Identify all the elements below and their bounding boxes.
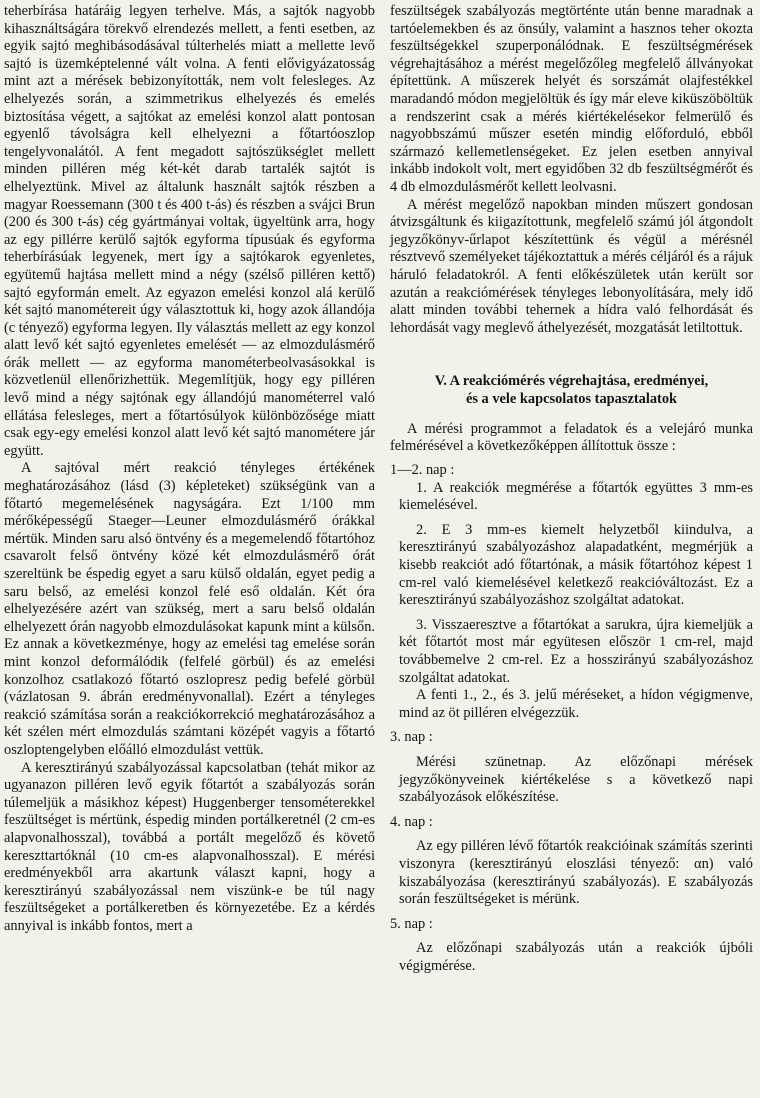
day-label: 3. nap : bbox=[390, 729, 433, 746]
program-item: A fenti 1., 2., és 3. jelű méréseket, a hídon végigmenve, mind az öt pilléren elvégezzük. bbox=[399, 687, 753, 721]
program-item: 3. Visszaeresztve a főtartókat a sarukra, újra kiemeljük a két főtartót most már együtesen először 1 cm-rel, majd továbbemelve 2 cm-rel. Ez a hosszirányú szabályozáshoz szolgáltat adatokat. bbox=[399, 616, 753, 686]
day-label: 4. nap : bbox=[390, 813, 433, 830]
program-item: Az előzőnapi szabályozás után a reakciók újbóli végigmérése. bbox=[399, 940, 753, 974]
section-heading-line: és a vele kapcsolatos tapasztalatok bbox=[465, 391, 678, 408]
program-item: Mérési szünetnap. Az előzőnapi mérések jegyzőkönyveinek kiértékelése s a következő napi szabályozások előkészítése. bbox=[399, 753, 753, 806]
paragraph: teherbírása határáig legyen terhelve. Más, a sajtók nagyobb kihasználtságára törekvő elrendezés mellett, a fenti esetben, az egyik sajtó meghibásodásával túlterhelés miatt a mellette levő sajtó is üzemképtelenné vált volna. A fenti elővigyázatosság mint azt a mérések bebizonyították, nem volt felesleges. Az elhelyezés során, a szimmetrikus elhelyezés és emelés biztosítása végett, a sajtókat az emelési konzol alatt pontosan egyenlő távolságra kell elhelyezni a főtartóoszlop tengelyvonalától. A fent megadott sajtószükséglet mellett minden pilléren még két-két darab tartalék sajtót is elhelyeztünk. Mivel az általunk használt sajtók részben a magyar Roessemann (300 t és 400 t-ás) és részben a svájci Brun (200 és 300 t-ás) cég gyártmányai voltak, ügyeltünk arra, hogy az egy pillérre kerülő sajtók egyforma típusúak és egyforma teherbírásúak legyenek, mert így a sajtókarok egyenletes, együtemű hajtása mellett mind a négy (szélső pilléren kettő) sajtó egyformán emelt. Az egyazon emelési konzol alá kerülő két sajtó manométereit úgy választottuk ki, hogy azok állandója (c tényező) egyforma legyen. Ily választás mellett az egy konzol alatt levő két sajtó egyenletes emelését — az elmozdulásmérő órák mellett — az egyforma manométerbeolvasásokkal is közvetlenül ellenőrizhettük. Megemlítjük, hogy egy pilléren levő mind a négy sajtónak egy állandójú manométerrel való ellátása felesleges, mert a főtartósúlyok különbözősége miatt csak egy-egy emelési konzol alatt levő két sajtó manométere jár együtt. bbox=[4, 3, 375, 459]
paragraph: feszültségek szabályozás megtörténte után benne maradnak a tartóelemekben és az önsúly, valamint a hasznos teher okozta feszültségekkel szuperponálódnak. E feszültségmérések végrehajtásához a mérést megelőzőleg megfelelő állványokat építettünk. A műszerek helyét és sorszámát olajfestékkel maradandó módon megjelöltük és így már eleve kiküszöböltük a rendszerint csak a mérés kiértékelésekor felmerülő és nagyobbszámú műszer esetén mindig előforduló, ebből származó kellemetlenségeket. Ez jelen esetben annyival inkább indokolt volt, mert egyidőben 32 db feszültségmérőt és 4 db elmozdulásmérőt kellett leolvasni. bbox=[390, 3, 753, 195]
paragraph: A mérést megelőző napokban minden műszert gondosan átvizsgáltunk és kiigazítottunk, megfelelő számú jól átgondolt jegyzőkönyv-űrlapot készítettünk és végül a mérésnél résztvevő személyeket tájékoztattuk a mérés céljáról és a rájuk háruló feladatokról. A fenti előkészületek után került sor azután a reakciómérések tényleges lebonyolítására, mely idő alatt minden további tehernek a hídra való felhordását és lehordását vagy meglevő áthelyezését, mozgatását letiltottuk. bbox=[390, 196, 753, 336]
section-heading bbox=[390, 373, 753, 409]
right-column bbox=[390, 3, 753, 976]
program-item: 2. E 3 mm-es kiemelt helyzetből kiindulva, a keresztirányú szabályozáshoz alapadatként, megmérjük a kisebb reakciót adó főtartónak, a másik főtartóhoz képest 1 cm-rel való kiemelésével keletkező reakcióváltozást. Ez a keresztirányú szabályozáshoz szolgáltat adatokat. bbox=[399, 521, 753, 609]
section-heading-line: V. A reakciómérés végrehajtása, eredményei, bbox=[434, 373, 709, 390]
paragraph: A sajtóval mért reakció tényleges értékének meghatározásához (lásd (3) képleteket) szükségünk van a főtartó megemelésének nagyságára. Ezt 1/100 mm mérőképességű Staeger—Leuner elmozdulásmérő órákkal mértük. Minden saru alsó öntvény és a megemelendő főtartóhoz csavarolt felső öntvény közé két elmozdulásmérő órát szereltünk be éspedig egyet a saru külső oldalán, egyet pedig a saru belső, az emelési konzol felé eső oldalán. Két óra elhelyezésére azért van szükség, mert a saru belső oldalán elhelyezett órán nagyobb elmozdulásokat kapunk mint a külsőn. Ez annak a következménye, hogy az emelési tag emelése során mint konzol deformálódik (felfelé görbül) és az emelési konzolhoz csatlakozó főtartó oszlopresz pedig befelé görbül (vázlatosan 9. ábrán eredményvonallal). Ezért a tényleges reakció számítása során a reakciókorrekció meghatározásához a két szélen mért elmozdulás számtani középét vagyis a főtartó oszloptengelyben előálló elmozdulást vettük. bbox=[4, 460, 375, 758]
program-item: 1. A reakciók megmérése a főtartók együttes 3 mm-es kiemelésével. bbox=[399, 479, 753, 514]
left-column bbox=[4, 3, 375, 935]
day-label: 1—2. nap : bbox=[390, 462, 455, 479]
program-item: Az egy pilléren lévő főtartók reakcióinak számítás szerinti viszonyra (keresztirányú eloszlási tényező: αn) való kiszabályozása (keresztirányú szabályozás). E szabályozás során feszültségeket is mérünk. bbox=[399, 838, 753, 908]
intro-paragraph: A mérési programmot a feladatok és a velejáró munka felmérésével a következőképpen állítottuk össze : bbox=[390, 420, 753, 455]
paragraph: A keresztirányú szabályozással kapcsolatban (tehát mikor az ugyanazon pilléren levő egyik főtartót a szabályozás során túlemeljük a másikhoz képest) Huggenberger tensométerekkel feszültséget is mértünk, éspedig minden portálkeretnél (2 cm-es alapvonalhosszal), továbbá a portált megelőző és követő kereszttartóknál (10 cm-es alapvonalhosszal). E mérési eredményekből arra akartunk választ kapni, hogy a keresztirányú szabályozással nem viszünk-e be túl nagy feszültségeket a portálkeretben és környezetébe. Ez a kérdés annyival is inkább fontos, mert a bbox=[4, 759, 375, 934]
day-label: 5. nap : bbox=[390, 915, 433, 932]
